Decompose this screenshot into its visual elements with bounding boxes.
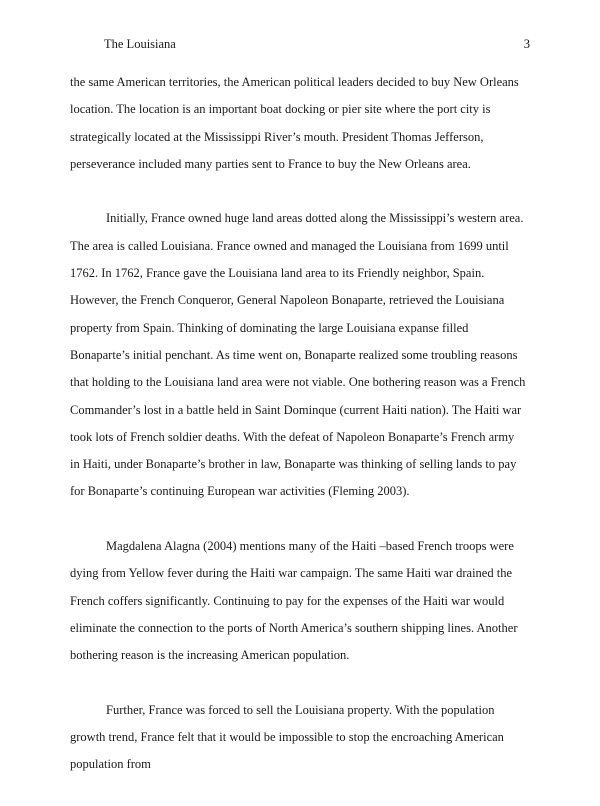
paragraph-4: Further, France was forced to sell the Louisiana property. With the population growth trend, France felt that it would be impossible to stop the encroaching American population from [70,702,504,772]
header-title: The Louisiana [104,37,176,51]
body-text [70,69,526,806]
running-header [104,36,530,52]
paragraph-2: Initially, France owned huge land areas dotted along the Mississippi’s western area. The area is called Louisiana. France owned and managed the Louisiana from 1699 until 1762. In 1762, France gave the Louisiana land area to its Friendly neighbor, Spain. However, the French Conqueror, General Napoleon Bonaparte, retrieved the Louisiana property from Spain. Thinking of dominating the large Louisiana expanse filled Bonaparte’s initial penchant. As time went on, Bonaparte realized some troubling reasons that holding to the Louisiana land area were not viable. One bothering reason was a French Commander’s lost in a battle held in Saint Dominque (current Haiti nation). The Haiti war took lots of French soldier deaths. With the defeat of Napoleon Bonaparte’s French army in Haiti, under Bonaparte’s brother in law, Bonaparte was thinking of selling lands to pay for Bonaparte’s continuing European war activities (Fleming 2003). [70,211,526,499]
paragraph-1: the same American territories, the American political leaders decided to buy New Orleans location. The location is an important boat docking or pier site where the port city is strategically located at the Mississippi River’s mouth. President Thomas Jefferson, perseverance included many parties sent to France to buy the New Orleans area. [70,75,519,171]
paragraph-3: Magdalena Alagna (2004) mentions many of the Haiti –based French troops were dying from Yellow fever during the Haiti war campaign. The same Haiti war drained the French coffers significantly. Continuing to pay for the expenses of the Haiti war would eliminate the connection to the ports of North America’s southern shipping lines. Another bothering reason is the increasing American population. [70,539,518,663]
page-number: 3 [523,37,530,51]
